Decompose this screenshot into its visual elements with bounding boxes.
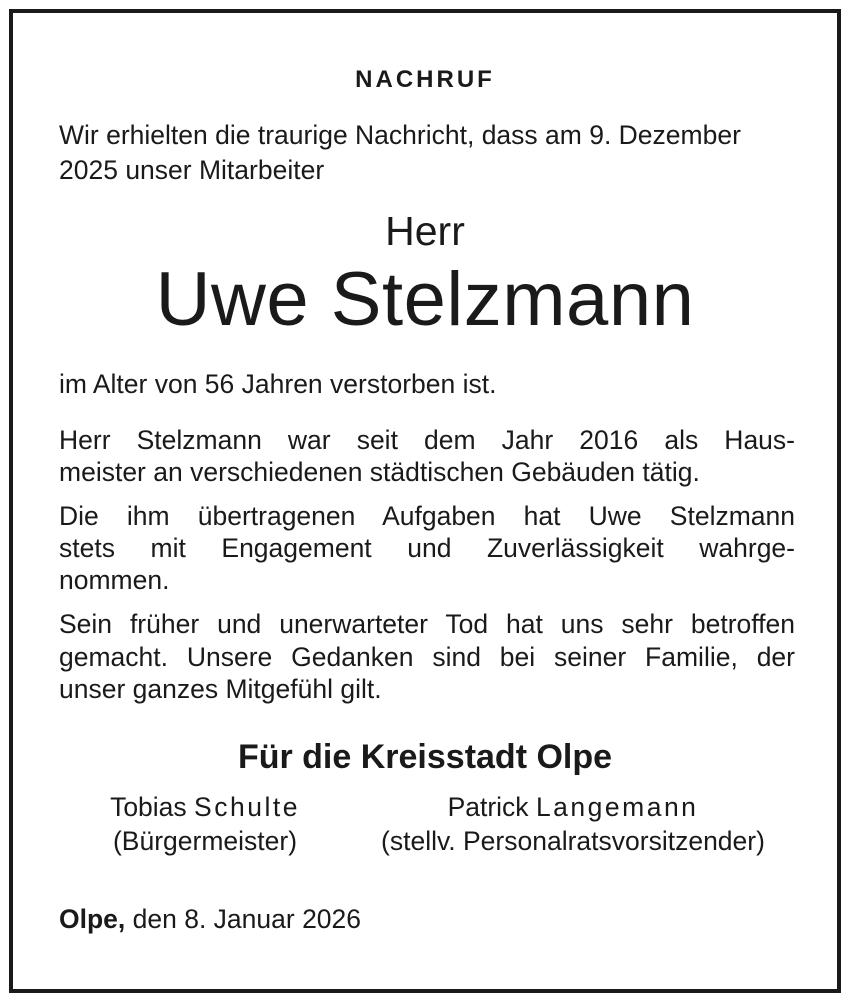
signatory-1-last-name: Schulte	[194, 792, 300, 822]
paragraph-3-line-3: unser ganzes Mitgefühl gilt.	[59, 674, 382, 704]
date: den 8. Januar 2026	[132, 904, 362, 934]
paragraph-2-line-2: stets mit Engagement und Zuverlässigkeit wahrge-	[59, 533, 795, 563]
signatory-1-name	[90, 790, 320, 824]
salutation: Herr	[385, 208, 465, 254]
paragraph-3-line-2: gemacht. Unsere Gedanken sind bei seiner Familie, der	[59, 642, 795, 672]
signatory-2-last-name: Langemann	[535, 792, 699, 822]
paragraph-2-line-3: nommen.	[59, 565, 170, 595]
notice-heading: NACHRUF	[355, 66, 495, 93]
signatory-1-first-name: Tobias	[110, 792, 187, 822]
intro-line-1: Wir erhielten die traurige Nachricht, dass am 9. Dezember	[59, 120, 741, 150]
paragraph-3-line-1: Sein früher und unerwarteter Tod hat uns sehr betroffen	[59, 609, 795, 639]
signatory-2-name	[345, 790, 801, 824]
signatory-2-first-name: Patrick	[447, 792, 529, 822]
signatory-2	[345, 790, 801, 858]
paragraph-1-line-2: meister an verschiedenen städtischen Gebäuden tätig.	[59, 457, 700, 487]
signatory-1	[90, 790, 320, 858]
place-date	[59, 904, 361, 935]
organization: Für die Kreisstadt Olpe	[237, 738, 613, 776]
deceased-name: Uwe Stelzmann	[155, 257, 695, 342]
place: Olpe,	[59, 904, 126, 934]
signatory-2-role: (stellv. Personalratsvorsitzender)	[381, 826, 765, 856]
age-line: im Alter von 56 Jahren verstorben ist.	[59, 369, 497, 399]
paragraph-2-line-1: Die ihm übertragenen Aufgaben hat Uwe Stelzmann	[59, 501, 795, 531]
intro-line-2: 2025 unser Mitarbeiter	[59, 155, 325, 185]
paragraph-1-line-1: Herr Stelzmann war seit dem Jahr 2016 als Haus-	[59, 425, 795, 455]
signatory-1-role: (Bürgermeister)	[112, 826, 298, 856]
